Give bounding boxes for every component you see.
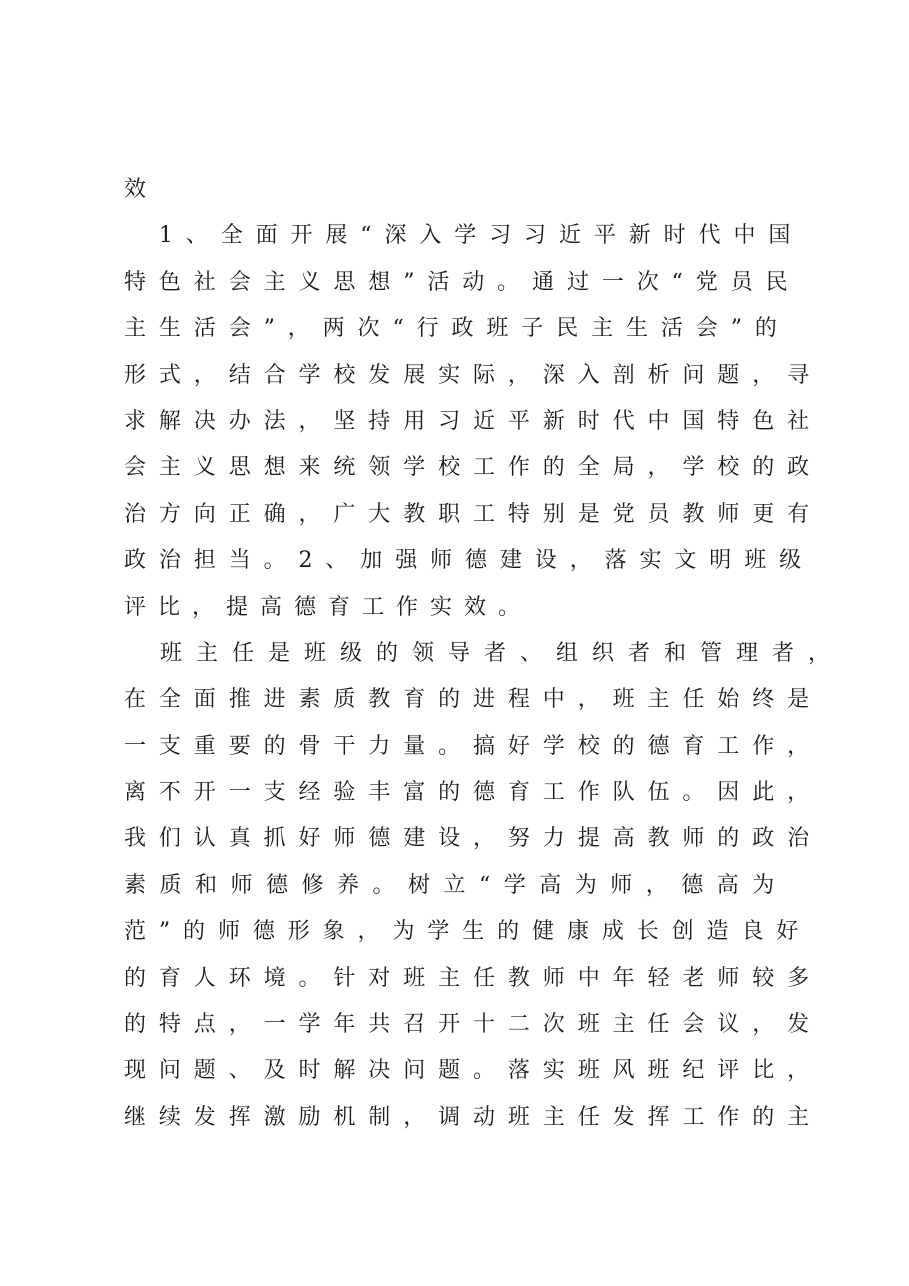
text-line: 素质和师德修养。树立“学高为师，德高为 [124, 872, 788, 898]
text-line: 效 [124, 177, 147, 202]
text-line: 一支重要的骨干力量。搞好学校的德育工作， [124, 733, 823, 759]
text-line: 评比，提高德育工作实效。 [124, 594, 533, 620]
text-line: 范”的师德形象，为学生的健康成长创造良好 [124, 919, 812, 945]
text-line: 的育人环境。针对班主任教师中年轻老师较多 [124, 965, 823, 991]
document-body [124, 167, 845, 1141]
text-line: 主生活会”，两次“行政班子民主生活会”的 [124, 316, 790, 342]
text-line: 治方向正确，广大教职工特别是党员教师更有 [124, 501, 823, 527]
text-line: 现问题、及时解决问题。落实班风班纪评比， [124, 1058, 823, 1084]
text-line: 离不开一支经验丰富的德育工作队伍。因此， [124, 780, 823, 806]
text-line: 班主任是班级的领导者、组织者和管理者， [124, 640, 845, 666]
text-line: 特色社会主义思想”活动。通过一次“党员民 [124, 269, 801, 295]
text-line: 政治担当。2、加强师德建设，落实文明班级 [124, 548, 814, 574]
text-line: 形式，结合学校发展实际，深入剖析问题，寻 [124, 362, 823, 388]
text-line: 我们认真抓好师德建设，努力提高教师的政治 [124, 826, 823, 852]
text-line: 继续发挥激励机制，调动班主任发挥工作的主 [124, 1104, 823, 1130]
text-line: 的特点，一学年共召开十二次班主任会议，发 [124, 1012, 823, 1038]
text-line: 会主义思想来统领学校工作的全局，学校的政 [124, 455, 823, 481]
text-line: 求解决办法，坚持用习近平新时代中国特色社 [124, 408, 823, 434]
text-line: 1、全面开展“深入学习习近平新时代中国 [124, 223, 804, 249]
text-line: 在全面推进素质教育的进程中，班主任始终是 [124, 687, 823, 713]
